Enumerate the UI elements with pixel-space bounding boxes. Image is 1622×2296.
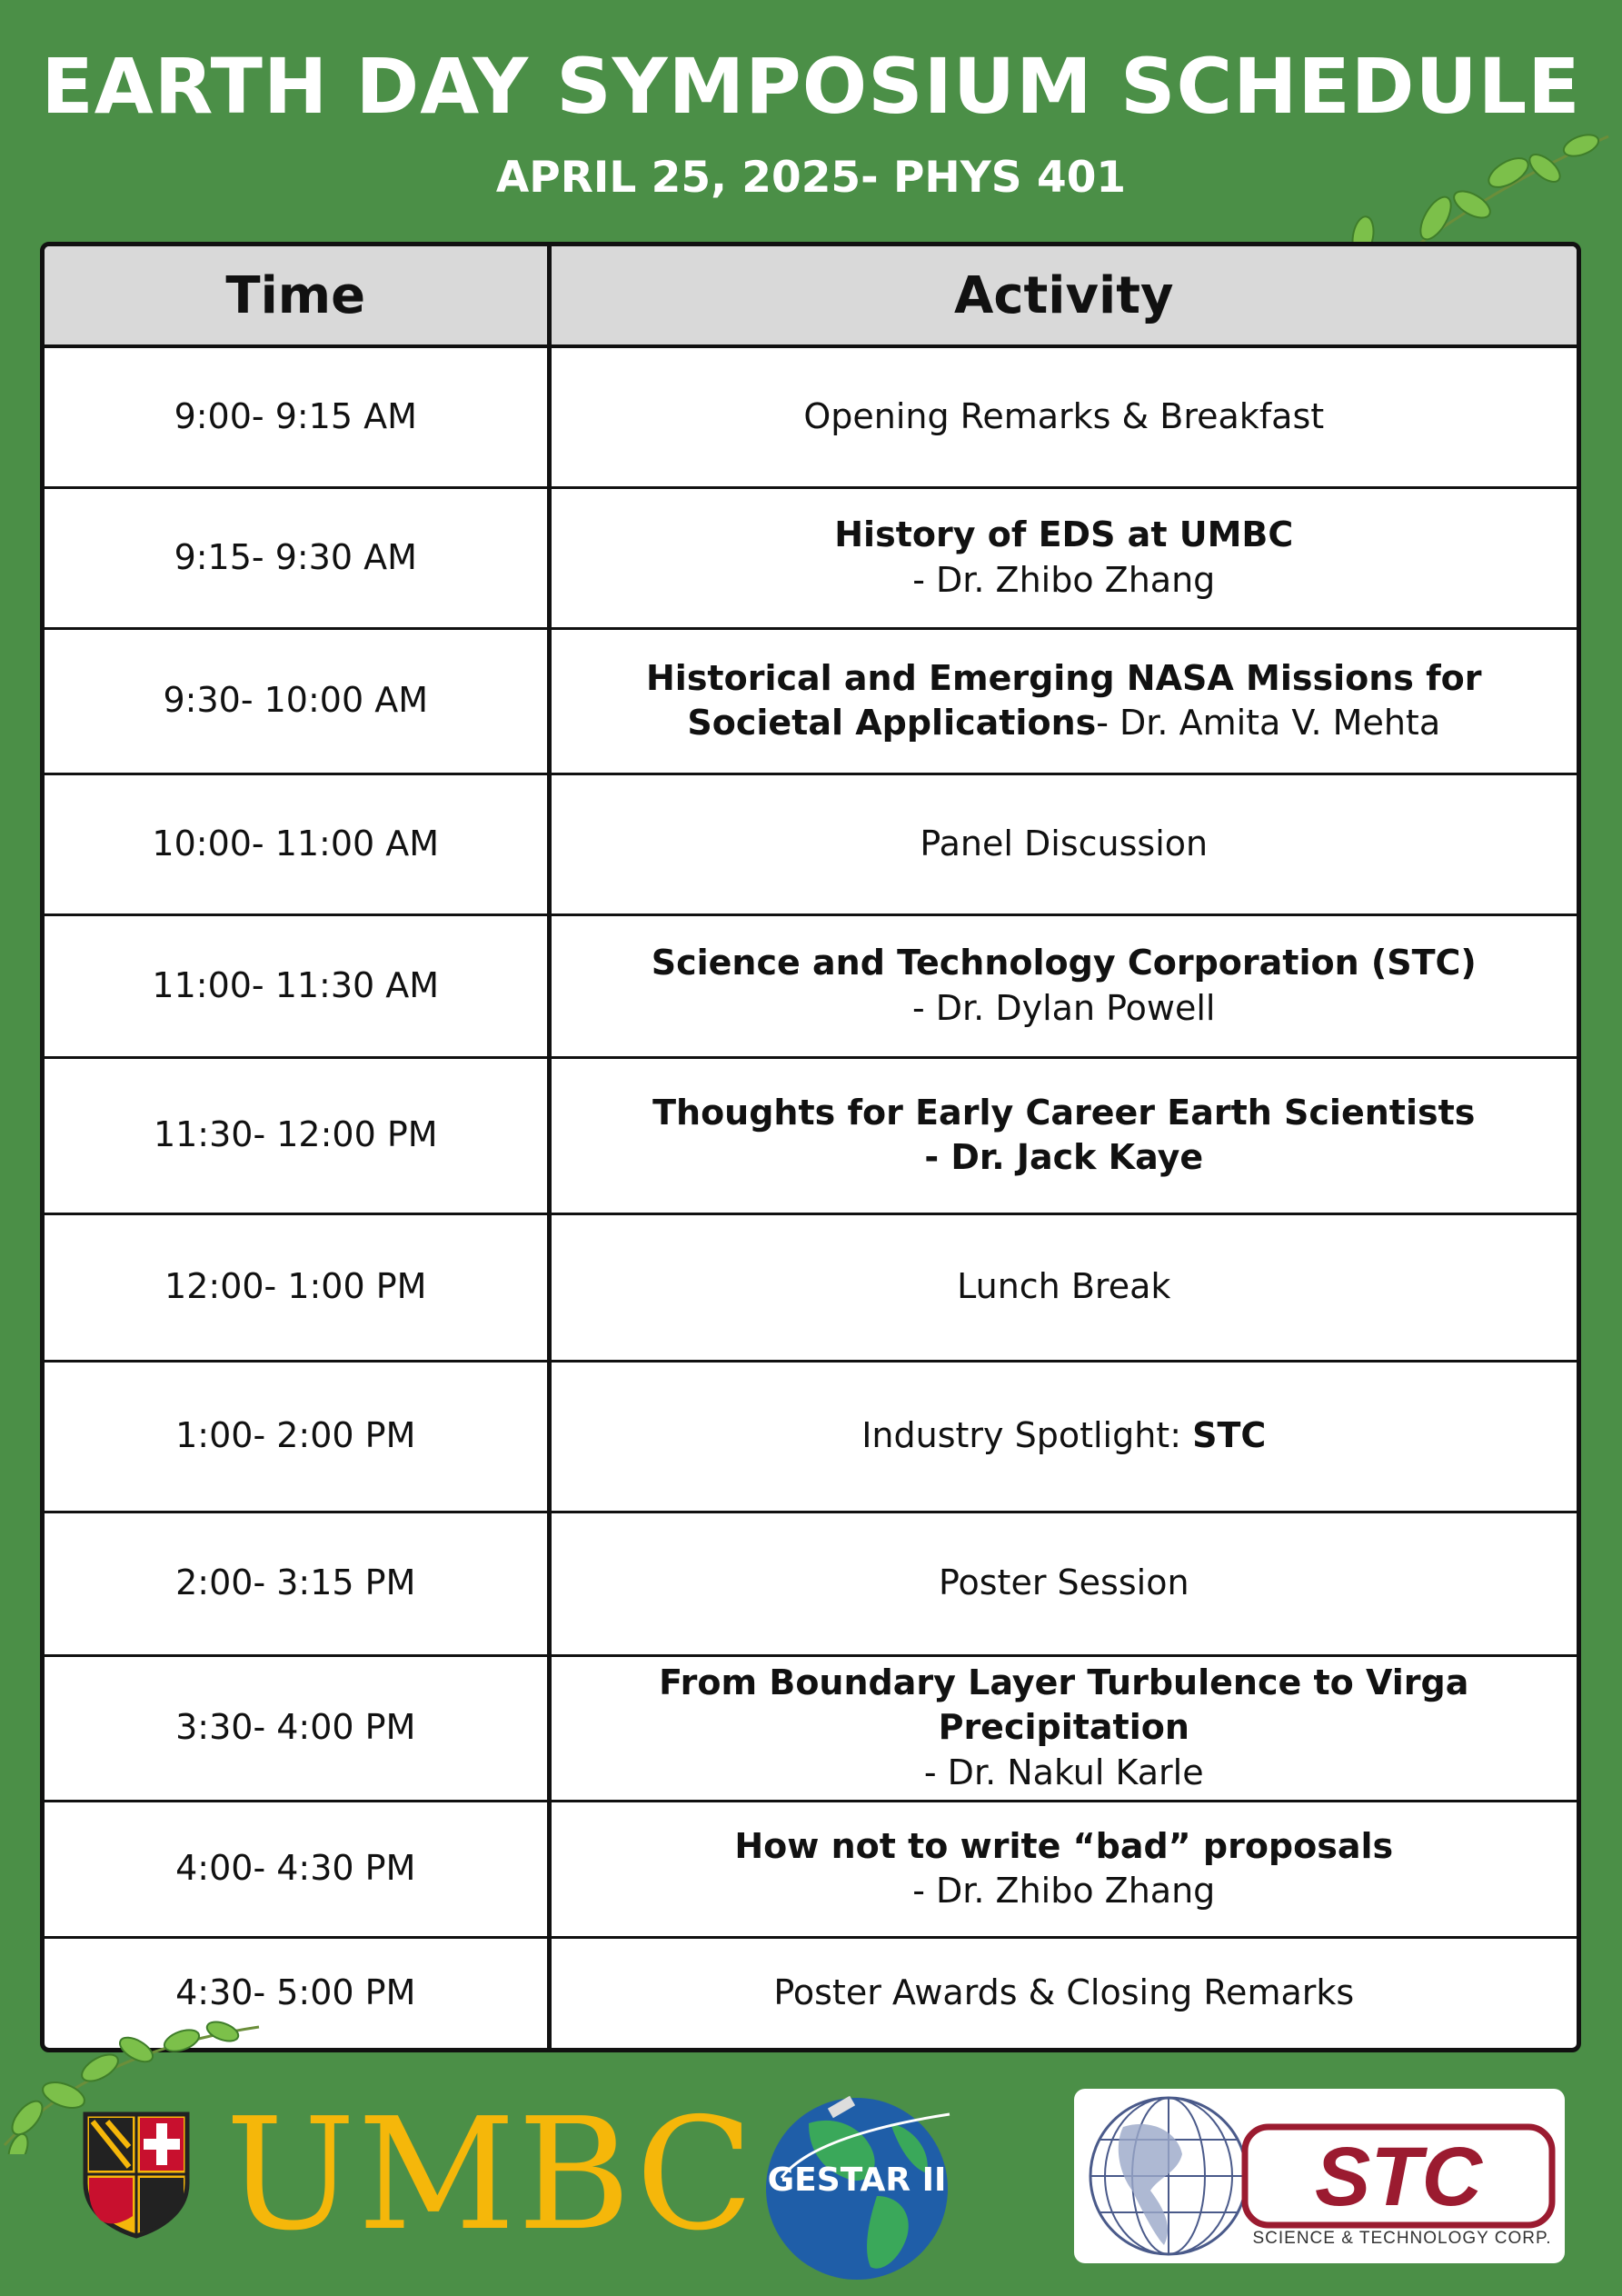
table-row [45, 1512, 1577, 1655]
activity-highlight: STC [1192, 1415, 1267, 1456]
activity-detail: Industry Spotlight: [861, 1415, 1193, 1456]
table-row [45, 628, 1577, 774]
activity-detail: Panel Discussion [920, 823, 1209, 863]
time-cell: 9:00- 9:15 AM [45, 346, 549, 487]
time-cell: 12:00- 1:00 PM [45, 1213, 549, 1361]
time-cell: 3:30- 4:00 PM [45, 1655, 549, 1801]
umbc-wordmark: UMBC [225, 2085, 756, 2265]
table-row [45, 1213, 1577, 1361]
activity-title: How not to write “bad” proposals [734, 1825, 1394, 1866]
activity-speaker: - Dr. Zhibo Zhang [912, 1871, 1216, 1911]
activity-cell [549, 1512, 1577, 1655]
activity-cell [549, 914, 1577, 1057]
table-row [45, 1361, 1577, 1512]
time-cell: 10:00- 11:00 AM [45, 774, 549, 914]
activity-column-header: Activity [549, 246, 1577, 346]
stc-wordmark-icon [1241, 2123, 1556, 2229]
time-cell: 11:00- 11:30 AM [45, 914, 549, 1057]
activity-cell [549, 1213, 1577, 1361]
page-subtitle: APRIL 25, 2025- PHYS 401 [495, 153, 1127, 203]
activity-detail: Lunch Break [957, 1266, 1171, 1307]
activity-title: Science and Technology Corporation (STC) [651, 943, 1477, 983]
table-row [45, 1655, 1577, 1801]
activity-cell [549, 774, 1577, 914]
time-cell: 9:15- 9:30 AM [45, 487, 549, 628]
activity-detail: Poster Awards & Closing Remarks [773, 1972, 1355, 2013]
activity-cell [549, 1937, 1577, 2048]
time-cell: 4:30- 5:00 PM [45, 1937, 549, 2048]
activity-detail: Opening Remarks & Breakfast [803, 396, 1325, 437]
table-row [45, 774, 1577, 914]
table-row [45, 1057, 1577, 1213]
activity-cell [549, 1655, 1577, 1801]
table-row [45, 487, 1577, 628]
activity-detail: Poster Session [938, 1562, 1189, 1603]
stc-tagline: SCIENCE & TECHNOLOGY CORP. [1252, 2229, 1552, 2248]
stc-globe-icon [1078, 2091, 1259, 2261]
page-title: EARTH DAY SYMPOSIUM SCHEDULE [41, 42, 1581, 131]
activity-title: Thoughts for Early Career Earth Scientists [652, 1092, 1476, 1133]
time-cell: 2:00- 3:15 PM [45, 1512, 549, 1655]
time-cell: 11:30- 12:00 PM [45, 1057, 549, 1213]
activity-speaker: - Dr. Zhibo Zhang [912, 559, 1216, 600]
activity-cell [549, 1801, 1577, 1937]
activity-title: From Boundary Layer Turbulence to Virga Precipitation [659, 1662, 1469, 1748]
gestar-label: GESTAR II [767, 2161, 947, 2199]
activity-cell [549, 1057, 1577, 1213]
table-header-row [45, 246, 1577, 346]
activity-cell [549, 487, 1577, 628]
activity-cell [549, 346, 1577, 487]
activity-title: History of EDS at UMBC [834, 514, 1294, 555]
time-cell: 9:30- 10:00 AM [45, 628, 549, 774]
activity-cell [549, 1361, 1577, 1512]
table-row [45, 1937, 1577, 2048]
activity-cell [549, 628, 1577, 774]
activity-speaker: - Dr. Amita V. Mehta [1096, 703, 1441, 743]
table-row [45, 346, 1577, 487]
time-cell: 1:00- 2:00 PM [45, 1361, 549, 1512]
table-row [45, 914, 1577, 1057]
table-row [45, 1801, 1577, 1937]
activity-title-line2: Societal Applications [687, 703, 1097, 743]
umbc-shield-icon [82, 2111, 191, 2240]
activity-speaker: - Dr. Nakul Karle [923, 1752, 1204, 1792]
time-cell: 4:00- 4:30 PM [45, 1801, 549, 1937]
activity-speaker: - Dr. Dylan Powell [912, 987, 1216, 1028]
stc-wordmark-text: STC [1315, 2131, 1482, 2223]
time-column-header: Time [45, 246, 549, 346]
activity-speaker: - Dr. Jack Kaye [924, 1137, 1204, 1177]
schedule-table [40, 242, 1581, 2052]
activity-title: Historical and Emerging NASA Missions for [645, 657, 1482, 698]
